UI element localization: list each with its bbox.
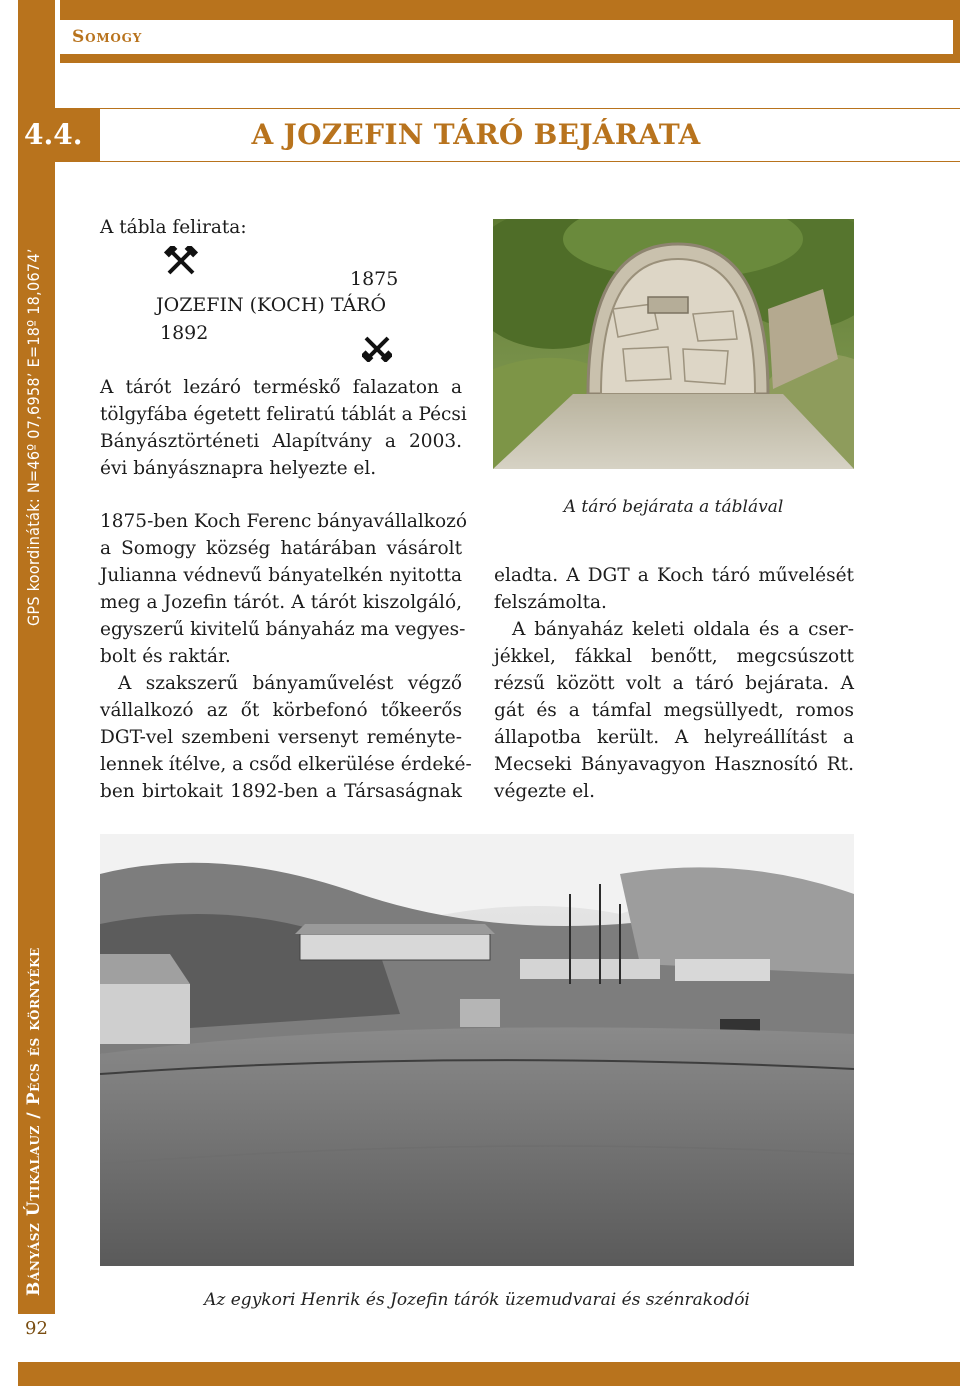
text-line: jékkel, fákkal benőtt, megcsúszott	[494, 646, 854, 667]
text-line: meg a Jozefin tárót. A tárót kiszolgáló,	[100, 592, 462, 613]
text-line: a Somogy község határában vásárolt	[100, 538, 462, 559]
crossed-hammers-icon	[164, 246, 198, 276]
text-line: évi bányásznapra helyezte el.	[100, 458, 377, 479]
text-line: 1875-ben Koch Ferenc bányavállalkozó	[100, 511, 468, 532]
text-line: eladta. A DGT a Koch táró művelését	[494, 565, 854, 586]
left-paragraph-3	[100, 670, 472, 805]
page-title: A JOZEFIN TÁRÓ BEJÁRATA	[251, 118, 701, 151]
text-line: A szakszerű bányaművelést végző	[118, 673, 462, 694]
text-line: felszámolta.	[494, 592, 607, 613]
text-line: gát és a támfal megsüllyedt, romos	[494, 700, 854, 721]
text-line: DGT-vel szembeni versenyt reményte-	[100, 727, 462, 748]
text-line: rézsű között volt a táró bejárata. A	[494, 673, 854, 694]
section-number: 4.4.	[24, 118, 83, 151]
photo2-caption: Az egykori Henrik és Jozefin tárók üzemudvarai és szénrakodói	[204, 1290, 750, 1310]
tunnel-entrance-photo	[493, 219, 854, 469]
text-line: A bányaház keleti oldala és a cser-	[512, 619, 854, 640]
book-title: Bányász Útikalauz / Pécs és környéke	[24, 947, 44, 1296]
sign-name: JOZEFIN (KOCH) TÁRÓ	[156, 294, 387, 316]
sign-label: A tábla felirata:	[100, 217, 247, 238]
photo1-caption: A táró bejárata a táblával	[563, 497, 784, 517]
sign-year-top: 1875	[350, 268, 399, 290]
text-line: állapotba került. A helyreállítást a	[494, 727, 854, 748]
text-line: tölgyfába égetett feliratú táblát a Pécsi	[100, 404, 467, 425]
text-line: A tárót lezáró terméskő falazaton a	[100, 377, 462, 398]
text-line: végezte el.	[494, 781, 595, 802]
text-line: Bányásztörténeti Alapítvány a 2003.	[100, 431, 462, 452]
footer-band	[18, 1362, 960, 1386]
text-line: ben birtokait 1892-ben a Társaságnak	[100, 781, 462, 802]
gps-coordinates: GPS koordináták: N=46º 07,6958’ E=18º 18,0674’	[24, 248, 43, 626]
text-line: bolt és raktár.	[100, 646, 231, 667]
page-number: 92	[25, 1318, 48, 1339]
left-paragraph-2	[100, 508, 468, 670]
historic-mine-yard-photo	[100, 834, 854, 1266]
title-rule-top	[100, 108, 960, 109]
text-line: vállalkozó az őt körbefonó tőkeerős	[100, 700, 462, 721]
text-line: egyszerű kivitelű bányaház ma vegyes-	[100, 619, 466, 640]
text-line: lennek ítélve, a csőd elkerülése érdeké-	[100, 754, 472, 775]
header-rule	[60, 54, 960, 63]
section-label: Somogy	[72, 27, 143, 47]
text-line: Mecseki Bányavagyon Hasznosító Rt.	[494, 754, 854, 775]
crossed-hammers-icon	[362, 334, 392, 362]
header-band	[60, 0, 960, 20]
header-tab	[60, 20, 960, 54]
title-rule-bottom	[100, 161, 960, 162]
right-paragraph-1	[494, 562, 854, 616]
sign-year-bottom: 1892	[160, 322, 209, 344]
right-paragraph-2	[494, 616, 854, 805]
left-paragraph-1	[100, 374, 467, 482]
text-line: Julianna védnevű bányatelkén nyitotta	[100, 565, 462, 586]
